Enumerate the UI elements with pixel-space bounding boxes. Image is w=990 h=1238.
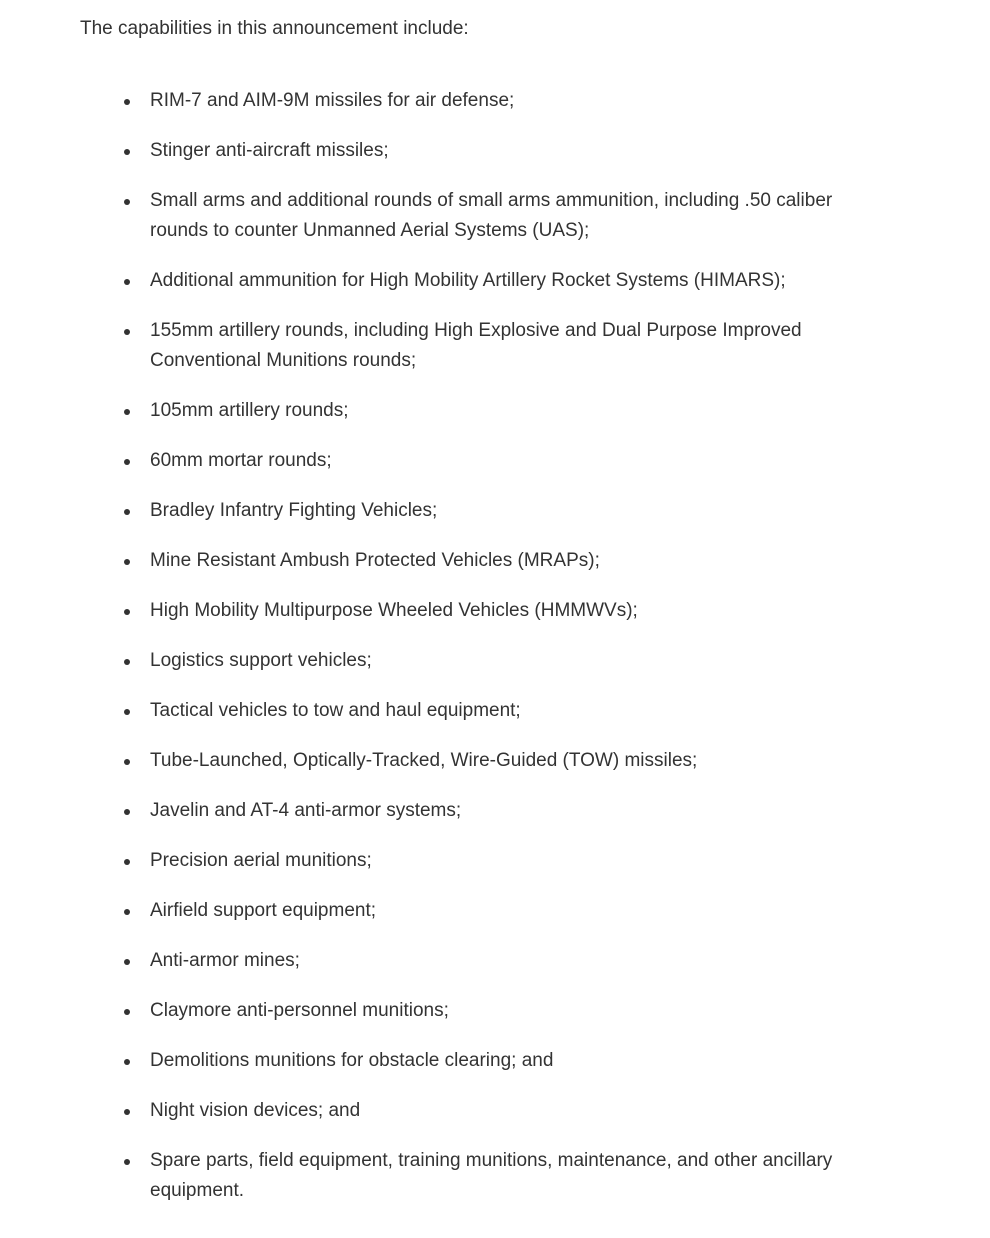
list-item-text: 105mm artillery rounds; [150, 400, 349, 421]
list-item-text: High Mobility Multipurpose Wheeled Vehicles (HMMWVs); [150, 600, 638, 621]
bullet-icon [124, 99, 130, 105]
bullet-icon [124, 809, 130, 815]
article-body [80, 14, 840, 1226]
list-item-text: Precision aerial munitions; [150, 850, 372, 871]
list-item-text: Logistics support vehicles; [150, 650, 372, 671]
list-item-text: Mine Resistant Ambush Protected Vehicles (MRAPs); [150, 550, 600, 571]
bullet-icon [124, 709, 130, 715]
list-item-text: Demolitions munitions for obstacle clearing; and [150, 1050, 554, 1071]
list-item-text: 60mm mortar rounds; [150, 450, 332, 471]
list-item [80, 696, 840, 726]
list-item [80, 796, 840, 826]
list-item [80, 446, 840, 476]
list-item [80, 1096, 840, 1126]
bullet-icon [124, 659, 130, 665]
list-item [80, 1046, 840, 1076]
list-item [80, 186, 840, 246]
list-item [80, 396, 840, 426]
list-item [80, 1146, 840, 1206]
list-item [80, 646, 840, 676]
intro-paragraph: The capabilities in this announcement include: [80, 18, 469, 39]
bullet-icon [124, 199, 130, 205]
list-item-text: Anti-armor mines; [150, 950, 300, 971]
list-item-text: Small arms and additional rounds of small arms ammunition, including .50 caliber rounds to counter Unmanned Aerial Systems (UAS); [150, 190, 833, 241]
list-item [80, 316, 840, 376]
list-item-text: Airfield support equipment; [150, 900, 377, 921]
list-item [80, 846, 840, 876]
bullet-icon [124, 509, 130, 515]
bullet-icon [124, 859, 130, 865]
list-item [80, 896, 840, 926]
list-item-text: Stinger anti-aircraft missiles; [150, 140, 389, 161]
bullet-icon [124, 409, 130, 415]
bullet-icon [124, 959, 130, 965]
capabilities-list [80, 86, 840, 1206]
bullet-icon [124, 329, 130, 335]
list-item [80, 546, 840, 576]
bullet-icon [124, 1059, 130, 1065]
list-item-text: Tactical vehicles to tow and haul equipment; [150, 700, 521, 721]
bullet-icon [124, 759, 130, 765]
bullet-icon [124, 559, 130, 565]
list-item [80, 266, 840, 296]
list-item [80, 946, 840, 976]
list-item-text: Tube-Launched, Optically-Tracked, Wire-Guided (TOW) missiles; [150, 750, 698, 771]
bullet-icon [124, 1109, 130, 1115]
list-item-text: Bradley Infantry Fighting Vehicles; [150, 500, 438, 521]
bullet-icon [124, 149, 130, 155]
list-item-text: RIM-7 and AIM-9M missiles for air defense; [150, 90, 515, 111]
list-item [80, 996, 840, 1026]
bullet-icon [124, 279, 130, 285]
list-item-text: Additional ammunition for High Mobility Artillery Rocket Systems (HIMARS); [150, 270, 786, 291]
list-item [80, 746, 840, 776]
bullet-icon [124, 909, 130, 915]
bullet-icon [124, 1159, 130, 1165]
bullet-icon [124, 459, 130, 465]
list-item-text: Night vision devices; and [150, 1100, 361, 1121]
bullet-icon [124, 609, 130, 615]
list-item [80, 496, 840, 526]
list-item-text: 155mm artillery rounds, including High Explosive and Dual Purpose Improved Conventional Munitions rounds; [150, 320, 802, 371]
bullet-icon [124, 1009, 130, 1015]
list-item-text: Spare parts, field equipment, training munitions, maintenance, and other ancillary equipment. [150, 1150, 833, 1201]
list-item-text: Claymore anti-personnel munitions; [150, 1000, 449, 1021]
list-item [80, 596, 840, 626]
list-item-text: Javelin and AT-4 anti-armor systems; [150, 800, 462, 821]
list-item [80, 86, 840, 116]
list-item [80, 136, 840, 166]
